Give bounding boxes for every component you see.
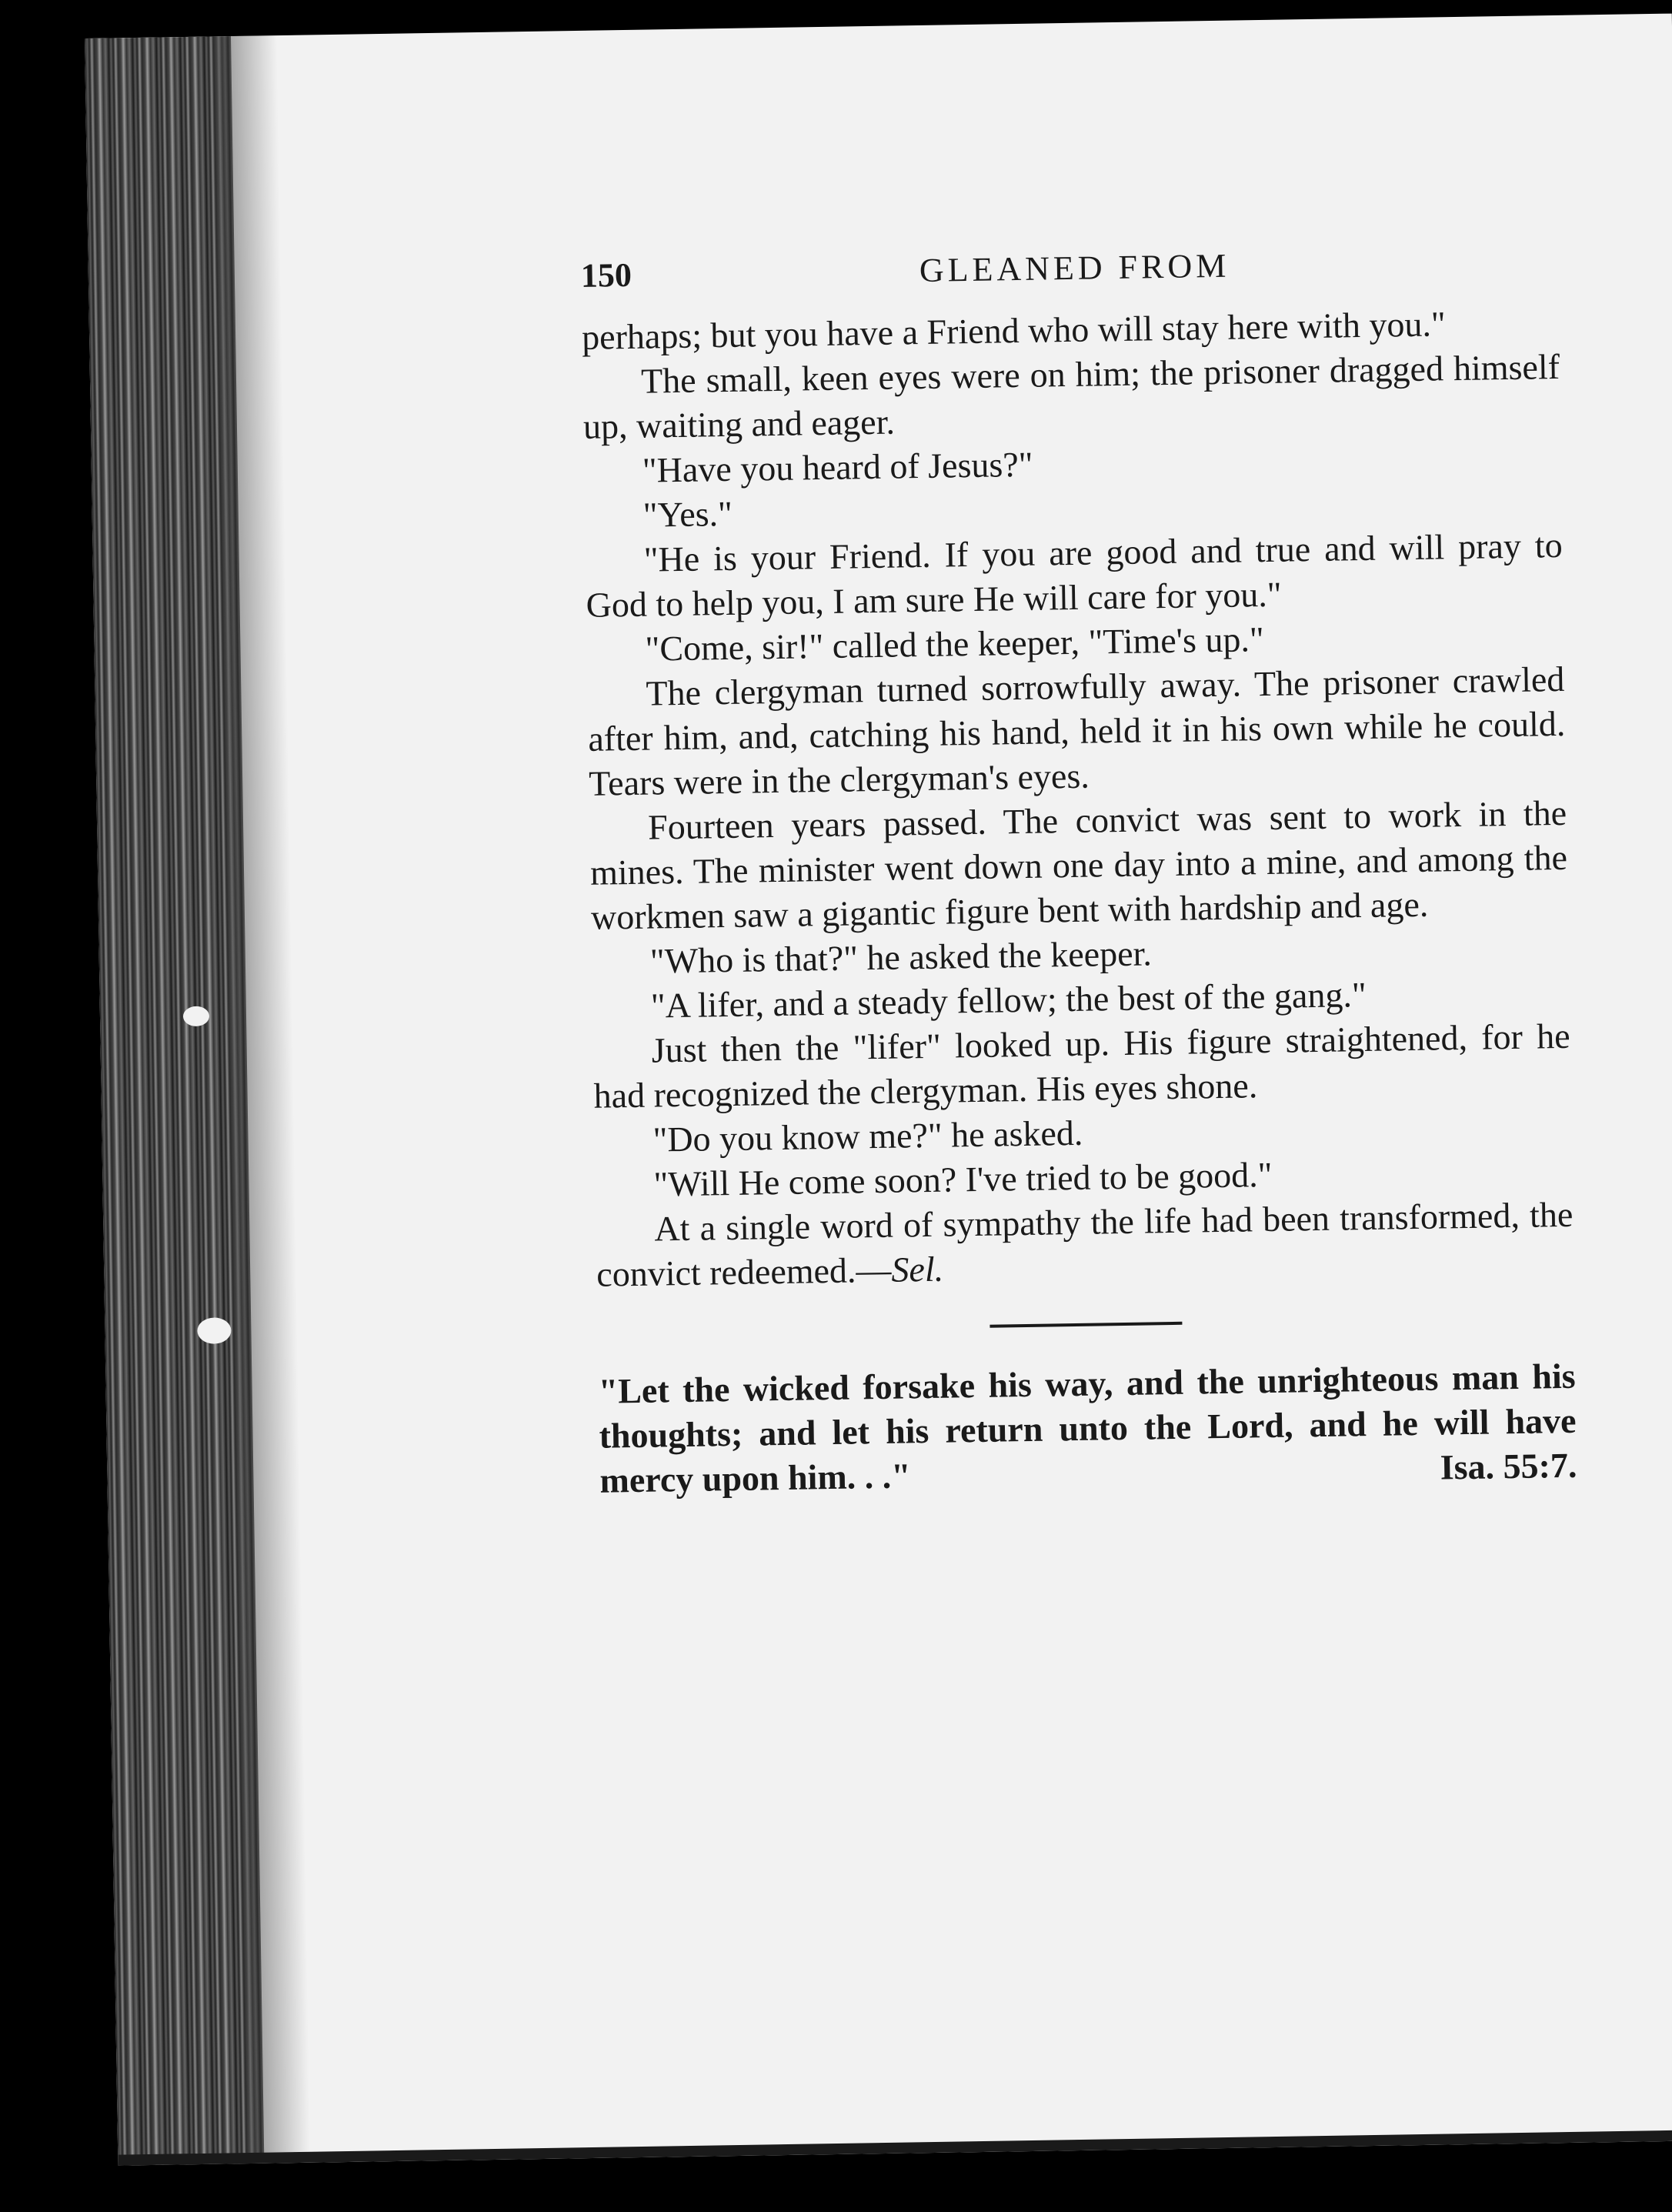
closing-paragraph bbox=[596, 1193, 1574, 1297]
paragraph: The small, keen eyes were on him; the prisoner dragged himself up, waiting and eager. bbox=[582, 346, 1560, 446]
book-page bbox=[85, 14, 1672, 2166]
paragraph: "Who is that?" he asked the keeper. bbox=[649, 933, 1153, 981]
paragraph: "He is your Friend. If you are good and true and will pray to God to help you, I am sure He will care for you." bbox=[586, 525, 1563, 625]
page-bottom-edge bbox=[118, 2130, 1672, 2165]
paragraph: Fourteen years passed. The convict was sent to work in the mines. The minister went down one day into a mine, and among the workmen saw a gigantic figure bent with hardship and age. bbox=[589, 792, 1568, 937]
verse-text: "Let the wicked forsake his way, and the unrighteous man his thoughts; and let his return unto the Lord, and he will have mercy upon him. . ." bbox=[598, 1356, 1577, 1500]
section-divider bbox=[990, 1322, 1182, 1328]
page-edge-shadow bbox=[85, 36, 264, 2166]
paragraph: Just then the "lifer" looked up. His figure straightened, for he had recognized the clergyman. His eyes shone. bbox=[593, 1016, 1571, 1116]
paragraph: "Yes." bbox=[642, 493, 733, 535]
paragraph: "Come, sir!" called the keeper, "Time's up." bbox=[645, 619, 1265, 669]
paragraph: "Will He come soon? I've tried to be good." bbox=[653, 1154, 1273, 1204]
paragraph: The clergyman turned sorrowfully away. The prisoner crawled after him, and, catching his hand, held it in his own while he could. Tears were in the clergyman's eyes. bbox=[587, 659, 1566, 803]
paragraph: perhaps; but you have a Friend who will stay here with you." bbox=[581, 304, 1447, 357]
running-head bbox=[580, 239, 1558, 308]
verse-reference: Isa. 55:7. bbox=[1440, 1445, 1577, 1487]
scripture-verse bbox=[598, 1354, 1577, 1503]
paragraph: "Do you know me?" he asked. bbox=[652, 1113, 1083, 1159]
running-title: GLEANED FROM bbox=[919, 246, 1230, 289]
closing-text: At a single word of sympathy the life had been transformed, the convict redeemed.— bbox=[596, 1194, 1574, 1294]
closing-source: Sel. bbox=[891, 1249, 944, 1289]
paragraph: "A lifer, and a steady fellow; the best of the gang." bbox=[650, 974, 1367, 1026]
paragraph: "Have you heard of Jesus?" bbox=[642, 444, 1033, 490]
page-number: 150 bbox=[580, 255, 632, 295]
page-content bbox=[580, 239, 1577, 1503]
